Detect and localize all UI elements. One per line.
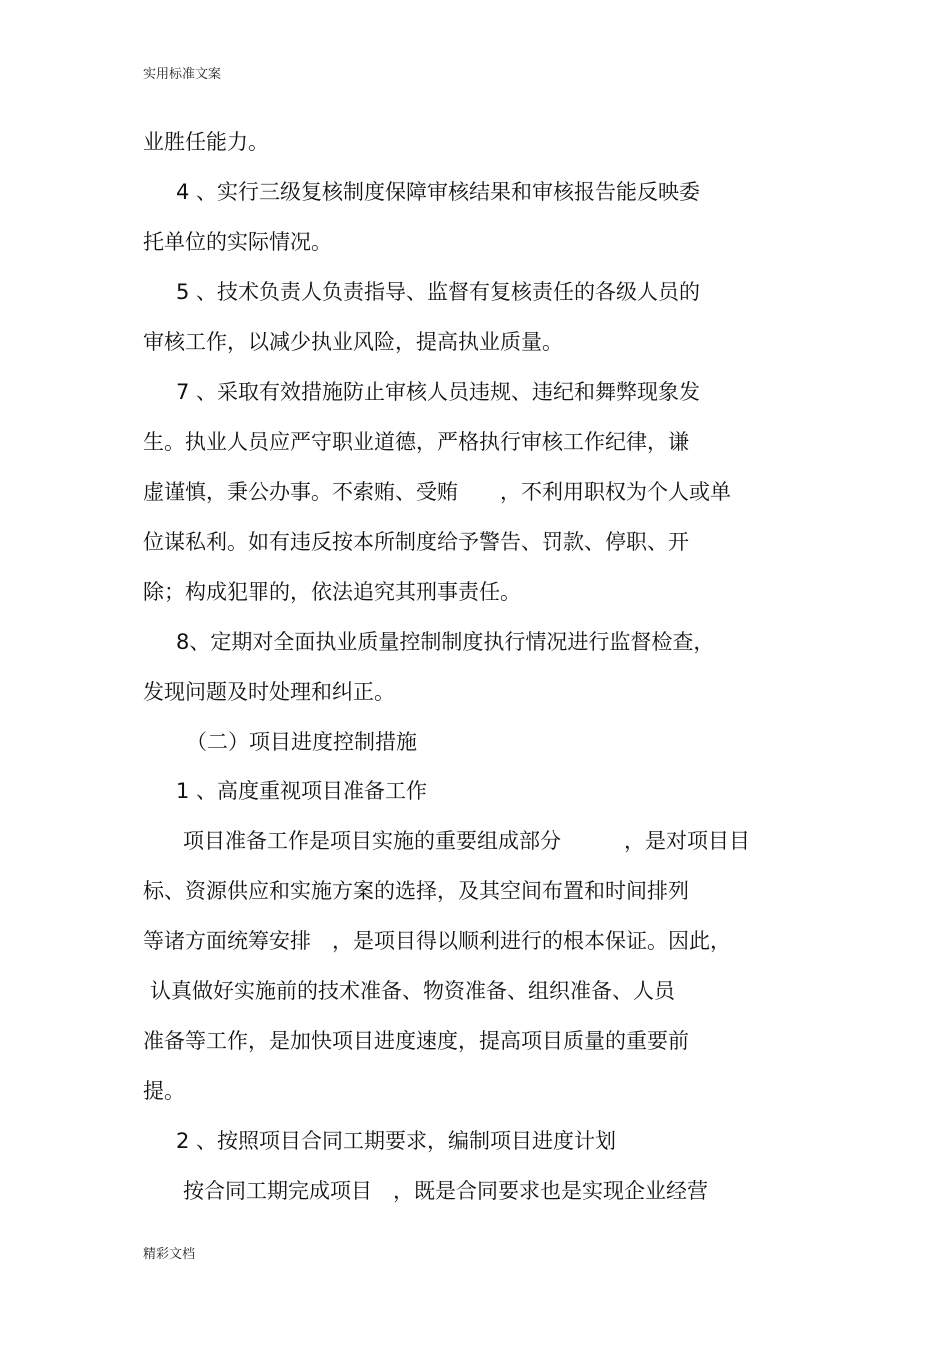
body-line: 生。执业人员应严守职业道德，严格执行审核工作纪律，谦 (143, 430, 689, 454)
body-line: 虚谨慎，秉公办事。不索贿、受贿 ，不利用职权为个人或单 (143, 480, 731, 504)
body-line: 2 、按照项目合同工期要求，编制项目进度计划 (176, 1129, 617, 1153)
body-line: 除；构成犯罪的，依法追究其刑事责任。 (143, 580, 521, 604)
body-line: 提。 (143, 1079, 185, 1103)
body-line: 准备等工作，是加快项目进度速度，提高项目质量的重要前 (143, 1029, 689, 1053)
body-line: 位谋私利。如有违反按本所制度给予警告、罚款、停职、开 (143, 530, 689, 554)
body-line: 8、定期对全面执业质量控制制度执行情况进行监督检查， (176, 630, 715, 654)
body-line: 审核工作，以减少执业风险，提高执业质量。 (143, 330, 563, 354)
body-line: 4 、实行三级复核制度保障审核结果和审核报告能反映委 (176, 180, 701, 204)
body-line: 7 、采取有效措施防止审核人员违规、违纪和舞弊现象发 (176, 380, 701, 404)
body-line: 标、资源供应和实施方案的选择，及其空间布置和时间排列 (143, 879, 689, 903)
page-header: 实用标准文案 (143, 67, 222, 82)
body-line: （二）项目进度控制措施 (186, 730, 417, 754)
body-line: 业胜任能力。 (143, 130, 269, 154)
body-line: 托单位的实际情况。 (143, 230, 332, 254)
body-line: 等诸方面统筹安排 ，是项目得以顺利进行的根本保证。因此， (143, 929, 731, 953)
page-footer: 精彩文档 (143, 1247, 196, 1262)
body-line: 5 、技术负责人负责指导、监督有复核责任的各级人员的 (176, 280, 701, 304)
body-line: 1 、高度重视项目准备工作 (176, 779, 428, 803)
body-line: 认真做好实施前的技术准备、物资准备、组织准备、人员 (150, 979, 675, 1003)
body-line: 发现问题及时处理和纠正。 (143, 680, 395, 704)
body-line: 按合同工期完成项目 ，既是合同要求也是实现企业经营 (183, 1179, 708, 1203)
body-line: 项目准备工作是项目实施的重要组成部分 ，是对项目目 (183, 829, 750, 853)
